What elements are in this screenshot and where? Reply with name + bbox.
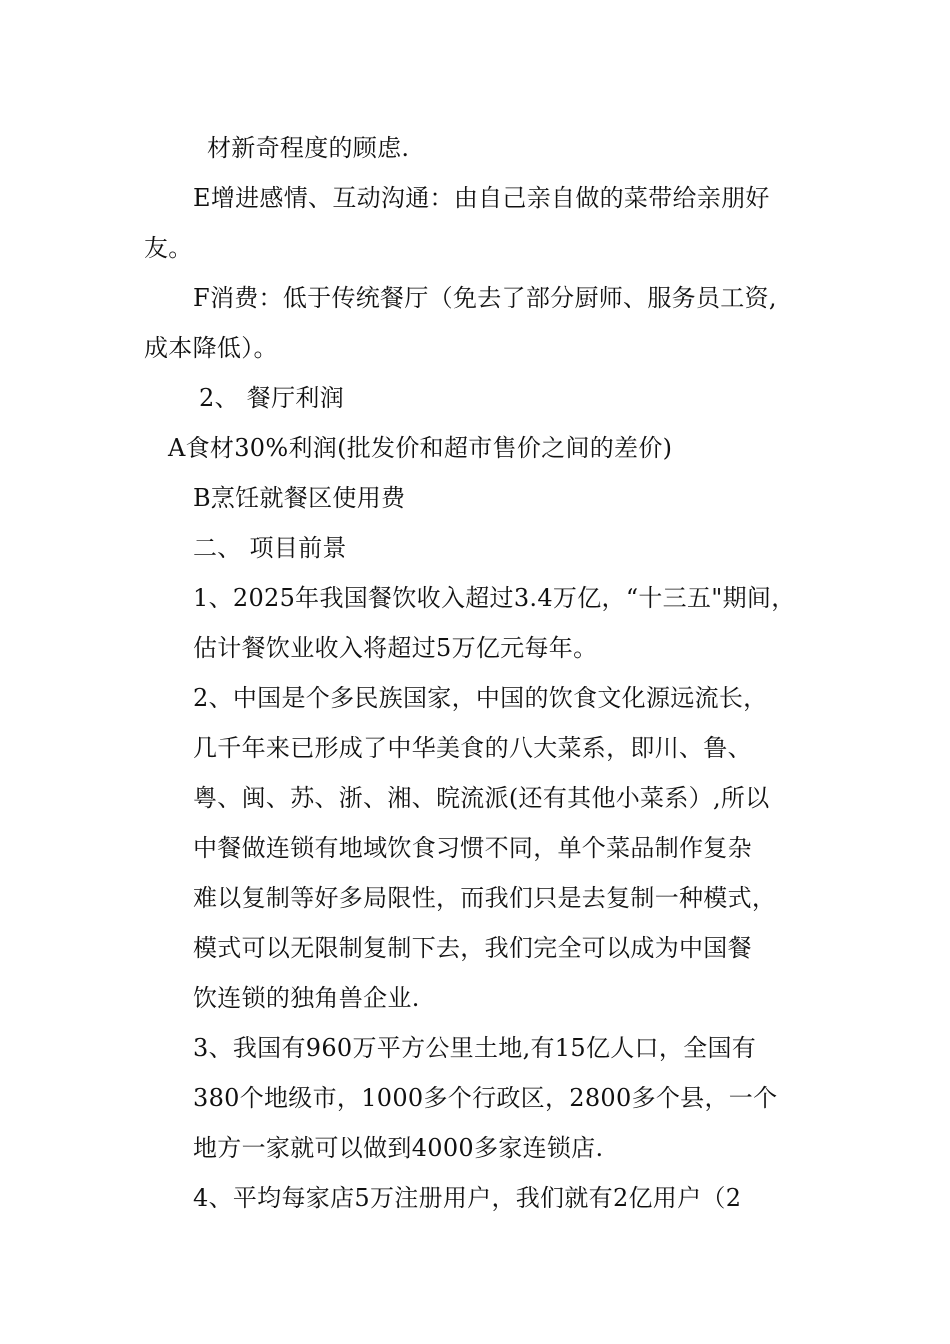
text-line: F消费：低于传统餐厅（免去了部分厨师、服务员工资, [193, 284, 777, 312]
text-line: 380个地级市，1000多个行政区，2800多个县，一个 [193, 1084, 778, 1112]
text-line: 几千年来已形成了中华美食的八大菜系，即川、鲁、 [193, 734, 752, 762]
text-line: 4、平均每家店5万注册用户，我们就有2亿用户（2 [193, 1184, 742, 1212]
text-line: 材新奇程度的顾虑. [207, 134, 410, 162]
text-line: 中餐做连锁有地域饮食习惯不同，单个菜品制作复杂 [193, 834, 752, 862]
text-line: 模式可以无限制复制下去，我们完全可以成为中国餐 [193, 934, 752, 962]
text-line: 难以复制等好多局限性，而我们只是去复制一种模式， [193, 884, 777, 912]
text-line: B烹饪就餐区使用费 [193, 484, 406, 512]
text-line: E增进感情、互动沟通：由自己亲自做的菜带给亲朋好 [193, 184, 770, 212]
text-line: 成本降低）。 [144, 334, 278, 362]
text-line: 地方一家就可以做到4000多家连锁店. [193, 1134, 604, 1162]
text-line: 粤、闽、苏、浙、湘、晥流派(还有其他小菜系）,所以 [193, 784, 770, 812]
text-line: 饮连锁的独角兽企业. [193, 984, 420, 1012]
text-line: A食材30%利润(批发价和超市售价之间的差价) [168, 434, 673, 462]
text-line: 友。 [144, 234, 193, 262]
section-heading: 二、 项目前景 [193, 534, 347, 562]
text-line: 3、我国有960万平方公里土地,有15亿人口，全国有 [193, 1034, 757, 1062]
section-heading: 2、 餐厅利润 [199, 384, 344, 412]
text-line: 估计餐饮业收入将超过5万亿元每年。 [193, 634, 598, 662]
text-line: 2、中国是个多民族国家，中国的饮食文化源远流长， [193, 684, 768, 712]
text-line: 1、2025年我国餐饮收入超过3.4万亿，“十三五"期间， [193, 584, 796, 612]
